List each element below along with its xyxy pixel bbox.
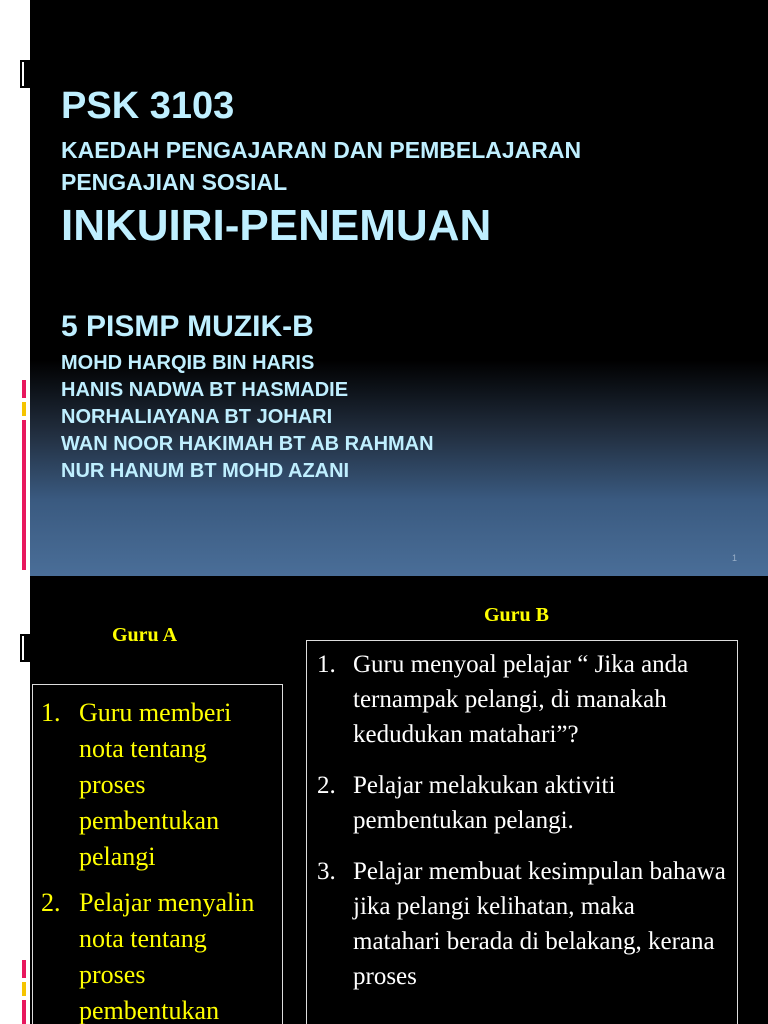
accent-bar-pink — [22, 380, 26, 398]
member-name: HANIS NADWA BT HASMADIE — [61, 379, 349, 401]
list-item — [33, 695, 275, 875]
guru-a-box — [32, 684, 283, 1024]
comparison-slide — [0, 576, 768, 1024]
topic-heading: INKUIRI-PENEMUAN — [61, 201, 492, 250]
list-item — [307, 854, 727, 994]
accent-bar-pink — [22, 960, 26, 978]
slide-left-margin — [0, 0, 30, 576]
item-number: 1. — [41, 698, 61, 727]
accent-bar-yellow — [22, 982, 26, 996]
guru-a-list — [33, 685, 282, 1024]
course-code-title: PSK 3103 — [61, 85, 235, 127]
list-item — [33, 885, 275, 1024]
accent-bar-pink-long — [22, 420, 26, 570]
course-name-line-2: PENGAJIAN SOSIAL — [61, 169, 288, 195]
edge-mark-gap — [22, 636, 24, 660]
item-text: Guru menyoal pelajar “ Jika anda ternampak pelangi, di manakah kedudukan matahari”? — [353, 651, 689, 748]
item-text: Pelajar membuat kesimpulan bahawa jika pelangi kelihatan, maka matahari berada di belakang, kerana proses — [353, 858, 726, 990]
item-text: Guru memberi nota tentang proses pembentukan pelangi — [79, 698, 232, 871]
item-text: Pelajar melakukan aktiviti pembentukan pelangi. — [353, 772, 616, 834]
member-name: WAN NOOR HAKIMAH BT AB RAHMAN — [61, 433, 434, 455]
list-item — [307, 647, 727, 752]
item-number: 2. — [317, 772, 336, 799]
course-name-line-1: KAEDAH PENGAJARAN DAN PEMBELAJARAN — [61, 137, 582, 163]
accent-bar-pink-long — [22, 1000, 26, 1024]
slide-page-number: 1 — [732, 553, 738, 563]
accent-bar-yellow — [22, 402, 26, 416]
guru-a-heading: Guru A — [112, 624, 178, 646]
guru-b-list — [307, 641, 737, 994]
slide-left-margin — [0, 576, 30, 1024]
class-name: 5 PISMP MUZIK-B — [61, 310, 314, 343]
guru-b-box — [306, 640, 738, 1024]
member-list — [61, 350, 434, 485]
member-name: MOHD HARQIB BIN HARIS — [61, 352, 315, 374]
item-number: 2. — [41, 888, 61, 917]
member-name: NUR HANUM BT MOHD AZANI — [61, 460, 350, 482]
guru-b-heading: Guru B — [484, 604, 550, 626]
item-number: 3. — [317, 858, 336, 885]
member-name: NORHALIAYANA BT JOHARI — [61, 406, 333, 428]
list-item — [307, 768, 727, 838]
item-number: 1. — [317, 651, 336, 678]
edge-mark-gap — [22, 62, 24, 86]
item-text: Pelajar menyalin nota tentang proses pembentukan — [79, 888, 255, 1024]
